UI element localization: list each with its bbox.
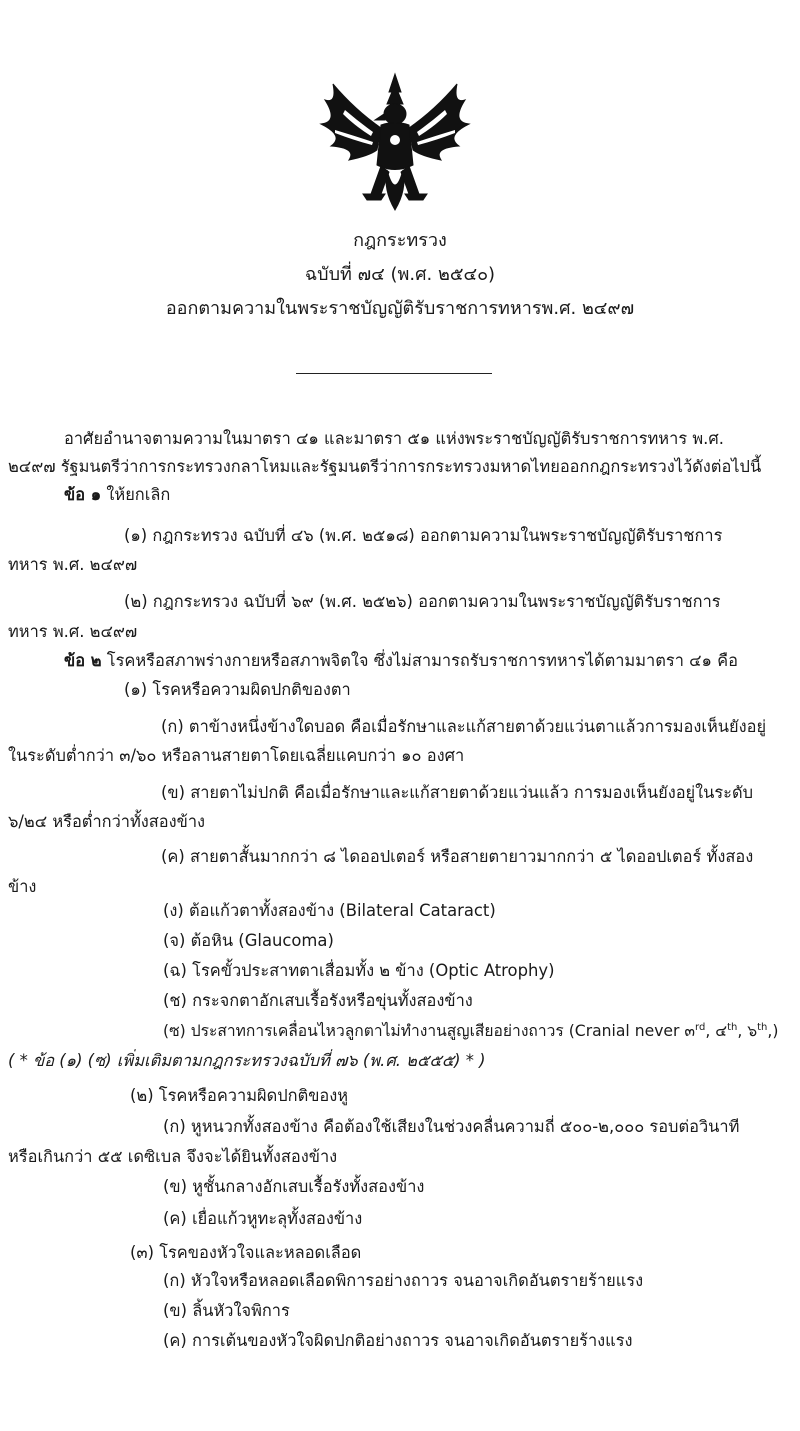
line-text: ,) [767,1022,779,1040]
body-line: (ฉ) โรคขั้วประสาทตาเสื่อมทั้ง ๒ ข้าง (Optic Atrophy) [163,961,555,980]
line-text: , ๔ [705,1022,728,1040]
superscript: th [727,1021,738,1033]
body-line: (ก) ตาข้างหนึ่งข้างใดบอด คือเมื่อรักษาและแก้สายตาด้วยแว่นตาแล้วการมองเห็นยังอยู่ [161,717,767,736]
body-line: ๖/๒๔ หรือต่ำกว่าทั้งสองข้าง [8,812,206,831]
body-line: (ข) สายตาไม่ปกติ คือเมื่อรักษาและแก้สายตาด้วยแว่นแล้ว การมองเห็นยังอยู่ในระดับ [161,783,754,802]
superscript: rd [695,1021,706,1033]
body-line: ๒๔๙๗ รัฐมนตรีว่าการกระทรวงกลาโหมและรัฐมนตรีว่าการกระทรวงมหาดไทยออกกฎกระทรวงไว้ดังต่อไปนี้ [8,457,762,476]
section-heading: (๓) โรคของหัวใจและหลอดเลือด [130,1243,362,1262]
clause-1 [64,484,170,506]
regulation-number: ฉบับที่ ๗๔ (พ.ศ. ๒๕๔๐) [304,264,496,285]
body-line: (ค) เยื่อแก้วหูทะลุทั้งสองข้าง [163,1209,363,1228]
body-line: (ข) ลิ้นหัวใจพิการ [163,1301,290,1320]
regulation-title: ออกตามความในพระราชบัญญัติรับราชการทหารพ.ศ. ๒๔๙๗ [165,298,635,319]
body-line: อาศัยอำนาจตามความในมาตรา ๔๑ และมาตรา ๕๑ แห่งพระราชบัญญัติรับราชการทหาร พ.ศ. [64,429,724,448]
body-line: (จ) ต้อหิน (Glaucoma) [163,931,334,950]
body-line: ทหาร พ.ศ. ๒๔๙๗ [8,555,138,574]
body-line: ข้าง [8,877,37,896]
body-line: ในระดับต่ำกว่า ๓/๖๐ หรือลานสายตาโดยเฉลี่ยแคบกว่า ๑๐ องศา [8,746,465,765]
body-line: ทหาร พ.ศ. ๒๔๙๗ [8,622,138,641]
body-line: หรือเกินกว่า ๕๕ เดซิเบล จึงจะได้ยินทั้งสองข้าง [8,1147,338,1166]
clause-text: โรคหรือสภาพร่างกายหรือสภาพจิตใจ ซึ่งไม่สามารถรับราชการทหารได้ตามมาตรา ๔๑ คือ [101,651,738,670]
superscript: th [757,1021,768,1033]
body-line: (ก) หัวใจหรือหลอดเลือดพิการอย่างถาวร จนอาจเกิดอันตรายร้ายแรง [163,1271,644,1290]
body-line: (๑) กฎกระทรวง ฉบับที่ ๔๖ (พ.ศ. ๒๕๑๘) ออกตามความในพระราชบัญญัติรับราชการ [124,526,723,545]
body-line: (๒) กฎกระทรวง ฉบับที่ ๖๙ (พ.ศ. ๒๕๒๖) ออกตามความในพระราชบัญญัติรับราชการ [124,592,721,611]
line-text: , ๖ [737,1022,758,1040]
body-line: (ข) หูชั้นกลางอักเสบเรื้อรังทั้งสองข้าง [163,1177,425,1196]
clause-text: ให้ยกเลิก [101,485,171,504]
line-text: (ซ) ประสาทการเคลื่อนไหวลูกตาไม่ทำงานสูญเสียอย่างถาวร (Cranial never ๓ [163,1022,696,1040]
amendment-note: ( * ข้อ (๑) (ซ) เพิ่มเติมตามกฎกระทรวงฉบับที่ ๗๖ (พ.ศ. ๒๕๕๕) * ) [8,1051,486,1070]
clause-label: ข้อ ๑ [64,485,102,504]
body-line: (ค) สายตาสั้นมากกว่า ๘ ไดออปเตอร์ หรือสายตายาวมากกว่า ๕ ไดออปเตอร์ ทั้งสอง [161,847,754,866]
section-heading: (๑) โรคหรือความผิดปกติของตา [124,680,351,699]
body-line: (ง) ต้อแก้วตาทั้งสองข้าง (Bilateral Cataract) [163,901,496,920]
clause-2 [64,650,738,672]
garuda-emblem-icon [315,70,475,220]
body-line: (ช) กระจกตาอักเสบเรื้อรังหรือขุ่นทั้งสองข้าง [163,991,473,1010]
title-divider [296,373,492,374]
body-line [163,1020,778,1042]
clause-label: ข้อ ๒ [64,651,102,670]
body-line: (ก) หูหนวกทั้งสองข้าง คือต้องใช้เสียงในช่วงคลื่นความถี่ ๕๐๐-๒,๐๐๐ รอบต่อวินาที [163,1117,740,1136]
regulation-type: กฎกระทรวง [353,230,447,251]
section-heading: (๒) โรคหรือความผิดปกติของหู [130,1086,349,1105]
body-line: (ค) การเต้นของหัวใจผิดปกติอย่างถาวร จนอาจเกิดอันตรายร้างแรง [163,1331,633,1350]
